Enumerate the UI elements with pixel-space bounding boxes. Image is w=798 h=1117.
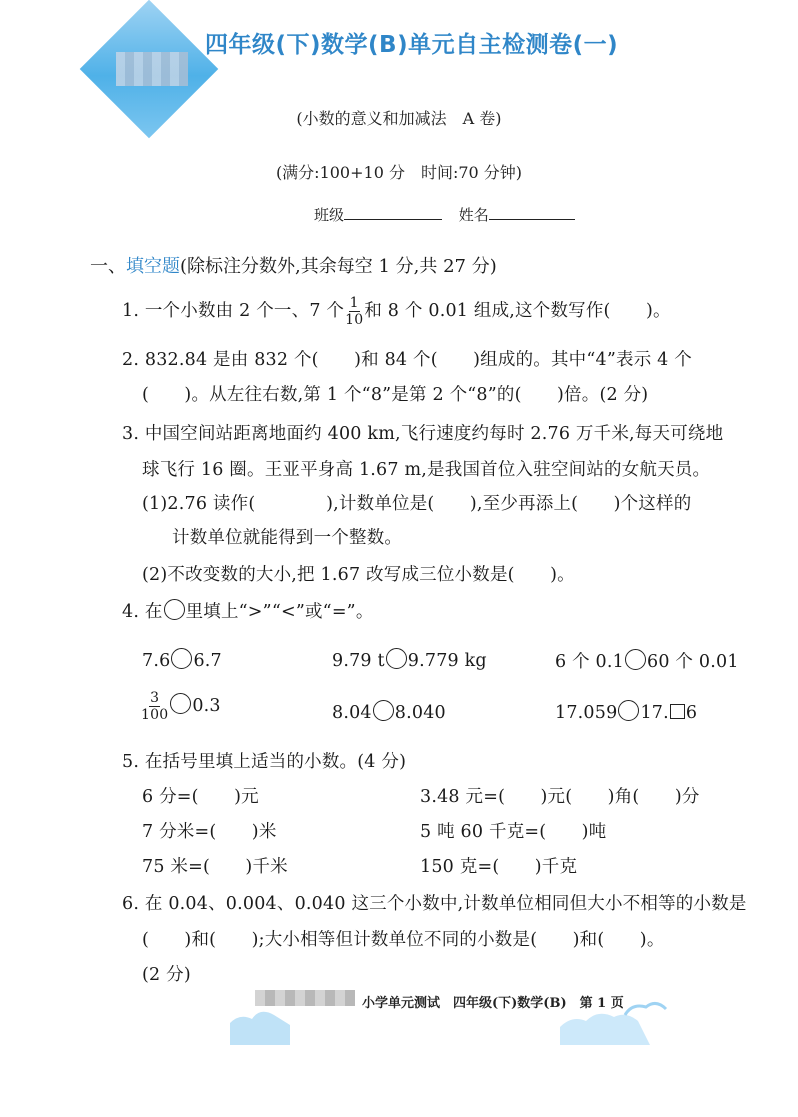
class-label: 班级: [314, 206, 345, 224]
q1-text-after: 和 8 个 0.01 组成,这个数写作( )。: [364, 301, 671, 321]
blurred-footer-text: [255, 990, 355, 1006]
compare-right: 0.3: [192, 696, 221, 716]
compare-item: [332, 648, 487, 671]
conversion-item: 3.48 元=( )元( )角( )分: [420, 787, 700, 807]
footer-text: 小学单元测试 四年级(下)数学(B) 第 1 页: [362, 996, 624, 1011]
compare-circle[interactable]: [625, 649, 646, 670]
compare-right: 60 个 0.01: [647, 652, 739, 672]
q4-intro-after: 里填上“>”“<”或“=”。: [185, 602, 374, 622]
question-3-sub2: (2)不改变数的大小,把 1.67 改写成三位小数是( )。: [142, 565, 575, 585]
compare-fraction: [141, 690, 168, 723]
frac-den: 100: [141, 707, 169, 723]
section-note: (除标注分数外,其余每空 1 分,共 27 分): [180, 256, 497, 277]
compare-left: 7.6: [142, 651, 171, 671]
blurred-logo-text: [116, 52, 188, 86]
question-3-sub1-line-1: (1)2.76 读作( ),计数单位是( ),至少再添上( )个这样的: [142, 494, 692, 514]
subtitle: (小数的意义和加减法 A 卷): [296, 109, 502, 128]
compare-circle[interactable]: [373, 700, 394, 721]
question-6-line-3: (2 分): [142, 965, 191, 985]
section-heading: [90, 252, 497, 278]
conversion-item: 5 吨 60 千克=( )吨: [420, 822, 607, 842]
compare-right: 8.040: [394, 703, 446, 723]
compare-left: 9.79 t: [332, 651, 385, 671]
section-title: 填空题: [126, 256, 180, 277]
compare-circle[interactable]: [618, 700, 639, 721]
compare-circle[interactable]: [386, 648, 407, 669]
compare-circle[interactable]: [171, 648, 192, 669]
compare-item: [142, 648, 222, 671]
name-blank[interactable]: [489, 205, 575, 220]
compare-right: 6.7: [193, 651, 222, 671]
q1-frac-num: 1: [349, 295, 359, 311]
compare-left: 6 个 0.1: [555, 652, 624, 672]
conversion-item: 75 米=( )千米: [142, 857, 288, 877]
compare-right-suffix: 6: [685, 703, 698, 723]
page-title: 四年级(下)数学(B)单元自主检测卷(一): [205, 32, 619, 58]
question-2-line-1: 2. 832.84 是由 832 个( )和 84 个( )组成的。其中“4”表示 4 个: [122, 350, 692, 370]
class-blank[interactable]: [344, 205, 442, 220]
name-label: 姓名: [458, 206, 489, 224]
compare-item: [332, 700, 446, 723]
circle-symbol: [164, 599, 185, 620]
digit-box[interactable]: [670, 704, 685, 719]
compare-right: 9.779 kg: [407, 651, 487, 671]
q4-intro-before: 4. 在: [122, 602, 163, 622]
question-3-line-2: 球飞行 16 圈。王亚平身高 1.67 m,是我国首位入驻空间站的女航天员。: [142, 460, 711, 480]
compare-left: 17.059: [555, 703, 618, 723]
compare-item: [555, 648, 739, 673]
question-6-line-1: 6. 在 0.04、0.004、0.040 这三个小数中,计数单位相同但大小不相等的小数是: [122, 894, 747, 914]
question-1: [122, 295, 671, 328]
frac-num: 3: [150, 690, 160, 706]
compare-left: 8.04: [332, 703, 372, 723]
q1-fraction: [345, 295, 363, 328]
conversion-item: 150 克=( )千克: [420, 857, 578, 877]
class-name-row: [314, 204, 575, 225]
question-4-intro: [122, 598, 374, 623]
compare-circle[interactable]: [170, 693, 191, 714]
compare-right-prefix: 17.: [640, 703, 669, 723]
conversion-item: 6 分=( )元: [142, 787, 259, 807]
q1-frac-den: 10: [345, 312, 364, 328]
question-2-line-2: ( )。从左往右数,第 1 个“8”是第 2 个“8”的( )倍。(2 分): [142, 385, 649, 405]
section-number: 一、: [90, 256, 126, 277]
compare-item: [140, 690, 221, 723]
question-5-intro: 5. 在括号里填上适当的小数。(4 分): [122, 752, 407, 772]
question-3-sub1-line-2: 计数单位就能得到一个整数。: [172, 528, 403, 548]
question-3-line-1: 3. 中国空间站距离地面约 400 km,飞行速度约每时 2.76 万千米,每天可绕地: [122, 424, 724, 444]
question-6-line-2: ( )和( );大小相等但计数单位不同的小数是( )和( )。: [142, 930, 665, 950]
q1-text-before: 1. 一个小数由 2 个一、7 个: [122, 301, 345, 321]
compare-item: [555, 700, 697, 723]
conversion-item: 7 分米=( )米: [142, 822, 277, 842]
score-time: (满分:100+10 分 时间:70 分钟): [275, 163, 523, 182]
